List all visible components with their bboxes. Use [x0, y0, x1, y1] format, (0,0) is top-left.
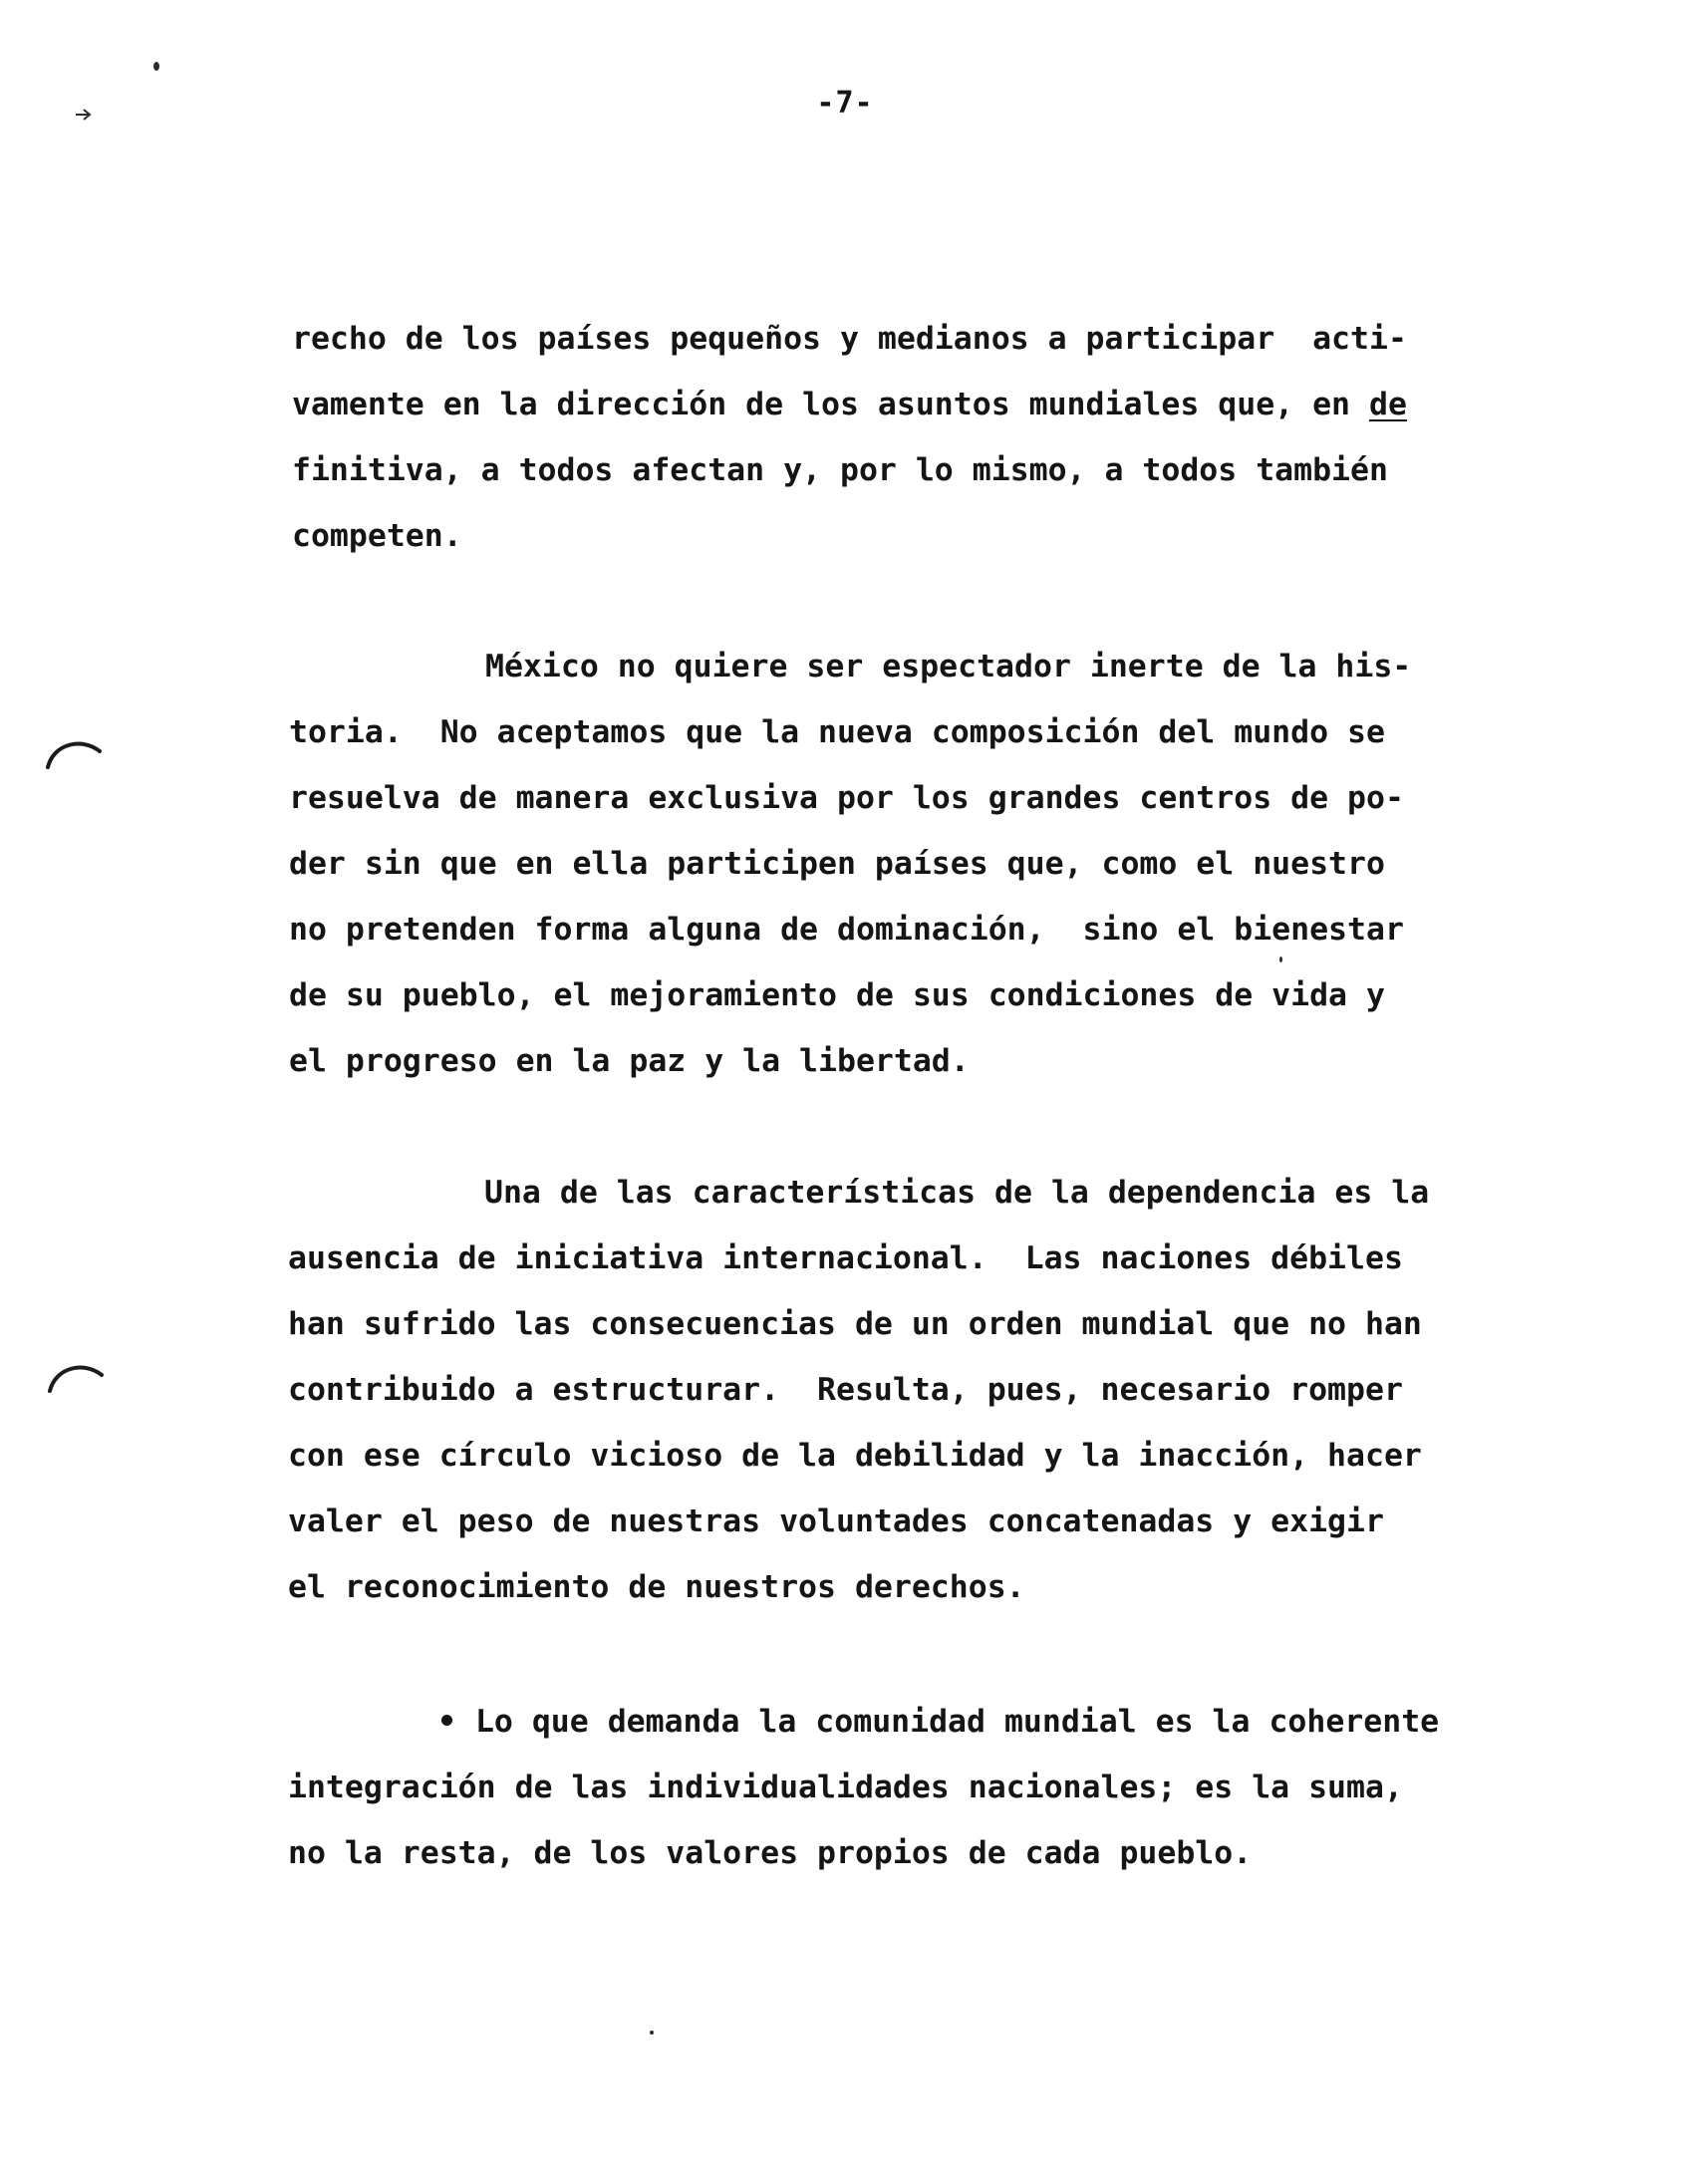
- text-line: con ese círculo vicioso de la debilidad y la inacción, hacer: [288, 1438, 1422, 1474]
- speck-mark: [1279, 956, 1282, 962]
- speck-mark: [153, 62, 159, 71]
- text-line-content: Lo que demanda la comunidad mundial es la coherente: [474, 1704, 1440, 1740]
- text-line: toria. No aceptamos que la nueva composición del mundo se: [289, 714, 1385, 750]
- text-line: resuelva de manera exclusiva por los grandes centros de po-: [289, 780, 1404, 816]
- text-line: México no quiere ser espectador inerte de la his-: [485, 649, 1412, 684]
- text-line: no pretenden forma alguna de dominación, sino el bienestar: [289, 912, 1404, 948]
- text-line: valer el peso de nuestras voluntades concatenadas y exigir: [288, 1503, 1384, 1539]
- punch-hole-mark-lower: [46, 1357, 106, 1397]
- text-line: de su pueblo, el mejoramiento de sus condiciones de vida y: [289, 977, 1385, 1013]
- punch-hole-mark-upper: [44, 733, 104, 773]
- text-line: [288, 1689, 1439, 1755]
- text-line: el reconocimiento de nuestros derechos.: [288, 1569, 1025, 1605]
- text-line: finitiva, a todos afectan y, por lo mismo, a todos también: [292, 452, 1388, 488]
- text-line: der sin que en ella participen países que, como el nuestro: [289, 846, 1385, 882]
- text-line: Una de las características de la dependencia es la: [484, 1175, 1430, 1211]
- text-line: vamente en la dirección de los asuntos mundiales que, en de: [292, 387, 1407, 422]
- text-line: competen.: [292, 518, 462, 554]
- speck-mark: [650, 2031, 654, 2035]
- text-line: integración de las individualidades nacionales; es la suma,: [288, 1770, 1403, 1805]
- paragraph-3: [288, 1160, 1429, 1620]
- text-line: contribuido a estructurar. Resulta, pues, necesario romper: [288, 1372, 1403, 1408]
- arrow-mark: [74, 108, 94, 122]
- text-line: han sufrido las consecuencias de un orden mundial que no han: [288, 1306, 1422, 1342]
- underlined-syllable: de: [1368, 387, 1407, 422]
- bullet-mark: •: [437, 1704, 456, 1740]
- page-number: -7-: [816, 86, 874, 121]
- paragraph-2: [289, 634, 1411, 1094]
- text-line: recho de los países pequeños y medianos a participar acti-: [292, 321, 1407, 357]
- paragraph-4: [288, 1689, 1439, 1886]
- text-line: no la resta, de los valores propios de cada pueblo.: [288, 1835, 1253, 1871]
- text-line: ausencia de iniciativa internacional. Las naciones débiles: [288, 1240, 1403, 1276]
- text-line: el progreso en la paz y la libertad.: [289, 1043, 970, 1079]
- paragraph-1: [292, 306, 1407, 569]
